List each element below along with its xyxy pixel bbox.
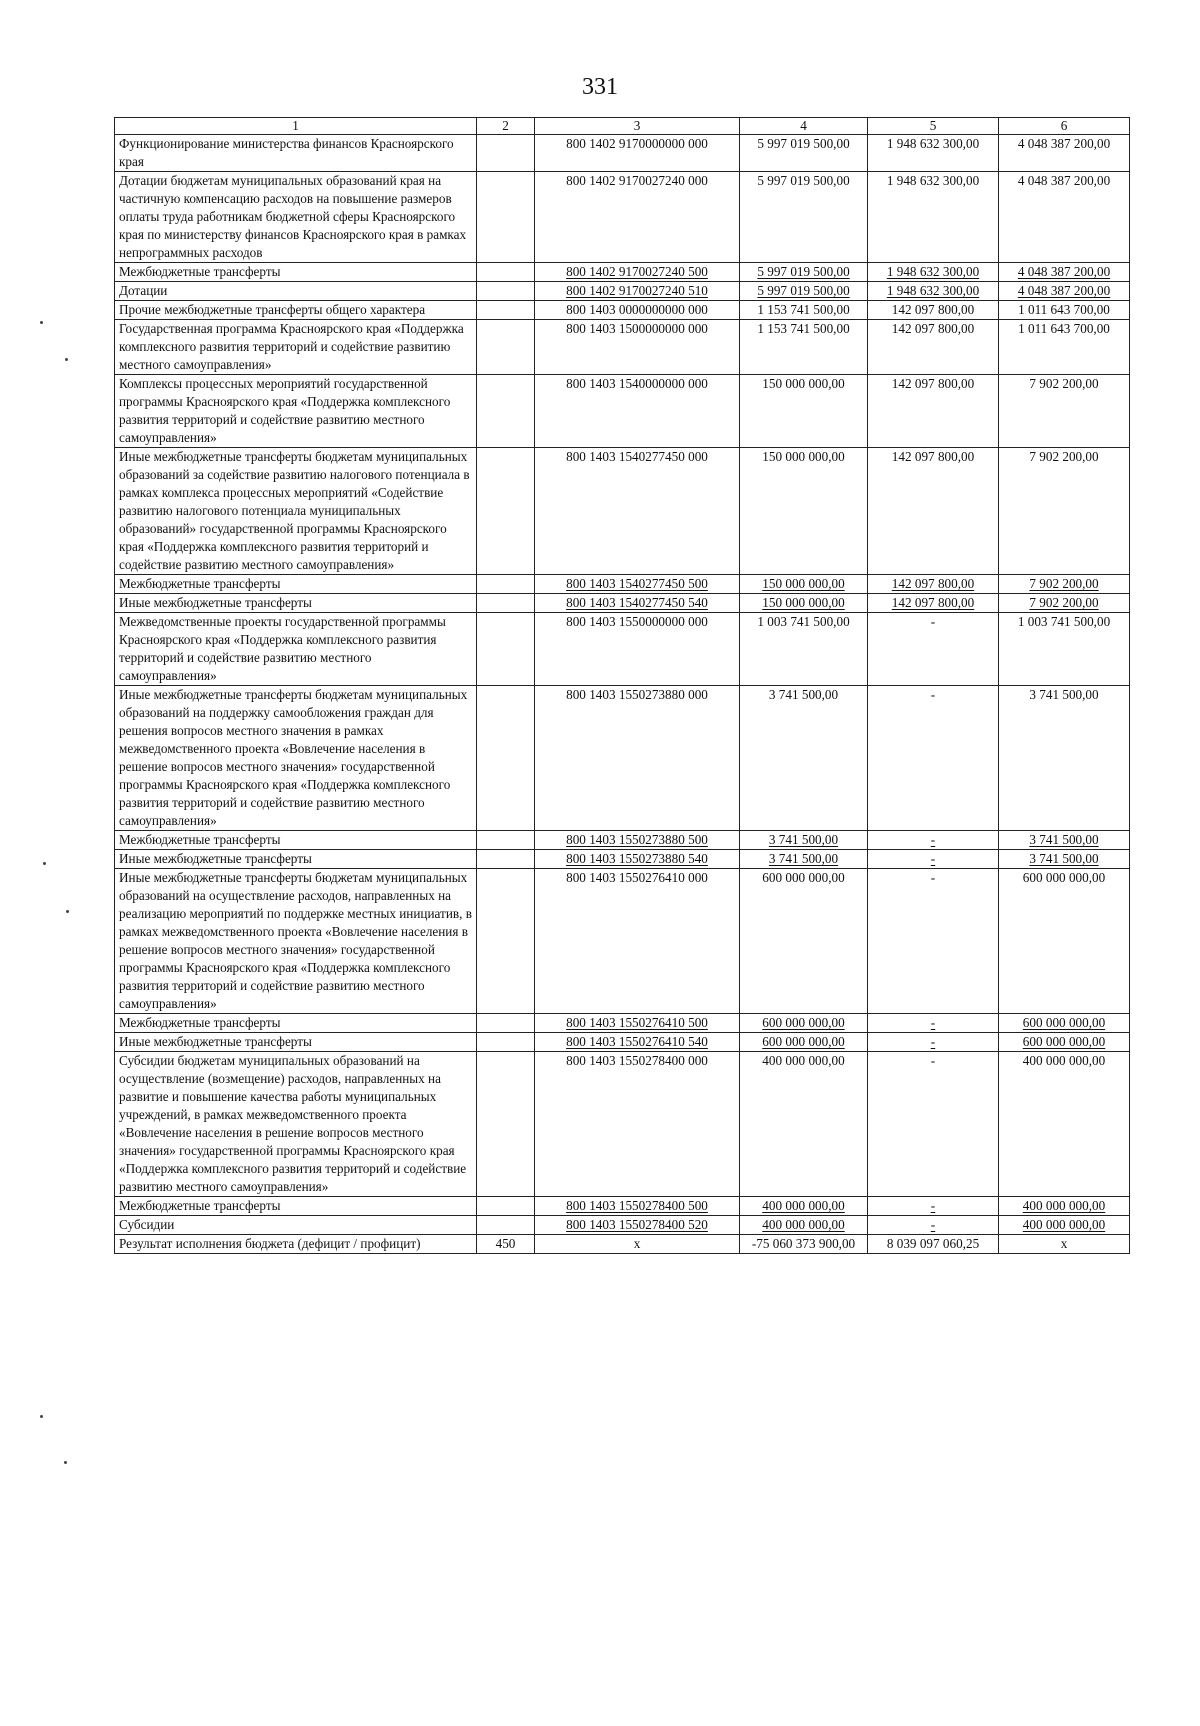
- line-code-cell: [477, 320, 535, 375]
- unexecuted-amount-cell: 4 048 387 200,00: [999, 135, 1130, 172]
- approved-amount-cell: 150 000 000,00: [740, 575, 868, 594]
- approved-amount-cell: -75 060 373 900,00: [740, 1235, 868, 1254]
- unexecuted-amount-cell: 3 741 500,00: [999, 831, 1130, 850]
- approved-amount-cell: 600 000 000,00: [740, 1033, 868, 1052]
- budget-code-cell: 800 1403 1550276410 000: [535, 869, 740, 1014]
- table-row: [115, 375, 1130, 448]
- executed-amount-cell: 142 097 800,00: [868, 320, 999, 375]
- line-code-cell: 450: [477, 1235, 535, 1254]
- column-number-header-row: [115, 118, 1130, 135]
- line-code-cell: [477, 1033, 535, 1052]
- approved-amount-cell: 5 997 019 500,00: [740, 282, 868, 301]
- table-row: [115, 594, 1130, 613]
- budget-code-cell: 800 1403 1550000000 000: [535, 613, 740, 686]
- unexecuted-amount-cell: 600 000 000,00: [999, 1033, 1130, 1052]
- executed-amount-cell: -: [868, 686, 999, 831]
- executed-amount-cell: 1 948 632 300,00: [868, 135, 999, 172]
- item-name-cell: Результат исполнения бюджета (дефицит / профицит): [115, 1235, 477, 1254]
- unexecuted-amount-cell: 3 741 500,00: [999, 686, 1130, 831]
- scan-speck: [40, 1415, 43, 1418]
- line-code-cell: [477, 135, 535, 172]
- line-code-cell: [477, 172, 535, 263]
- table-row: [115, 1014, 1130, 1033]
- unexecuted-amount-cell: 1 011 643 700,00: [999, 320, 1130, 375]
- approved-amount-cell: 1 153 741 500,00: [740, 301, 868, 320]
- line-code-cell: [477, 263, 535, 282]
- unexecuted-amount-cell: 600 000 000,00: [999, 1014, 1130, 1033]
- item-name-cell: Иные межбюджетные трансферты: [115, 1033, 477, 1052]
- approved-amount-cell: 150 000 000,00: [740, 448, 868, 575]
- unexecuted-amount-cell: 1 003 741 500,00: [999, 613, 1130, 686]
- budget-code-cell: 800 1403 1550278400 500: [535, 1197, 740, 1216]
- approved-amount-cell: 1 153 741 500,00: [740, 320, 868, 375]
- table-row: [115, 448, 1130, 575]
- item-name-cell: Субсидии: [115, 1216, 477, 1235]
- budget-code-cell: 800 1403 0000000000 000: [535, 301, 740, 320]
- table-row: [115, 831, 1130, 850]
- scan-speck: [65, 358, 68, 361]
- line-code-cell: [477, 869, 535, 1014]
- line-code-cell: [477, 1216, 535, 1235]
- table-row: [115, 1052, 1130, 1197]
- column-header: 4: [740, 118, 868, 135]
- executed-amount-cell: -: [868, 1052, 999, 1197]
- table-row: [115, 135, 1130, 172]
- budget-code-cell: 800 1402 9170027240 000: [535, 172, 740, 263]
- column-header: 5: [868, 118, 999, 135]
- scan-speck: [66, 910, 69, 913]
- executed-amount-cell: -: [868, 869, 999, 1014]
- table-row: [115, 1197, 1130, 1216]
- line-code-cell: [477, 301, 535, 320]
- executed-amount-cell: -: [868, 1216, 999, 1235]
- approved-amount-cell: 600 000 000,00: [740, 869, 868, 1014]
- executed-amount-cell: 142 097 800,00: [868, 375, 999, 448]
- item-name-cell: Комплексы процессных мероприятий государственной программы Красноярского края «Поддержка комплексного развития территорий и содействие развитию местного самоуправления»: [115, 375, 477, 448]
- item-name-cell: Субсидии бюджетам муниципальных образований на осуществление (возмещение) расходов, направленных на развитие и повышение качества работы муниципальных учреждений, в рамках межведомственного проекта «Вовлечение населения в решение вопросов местного значения» государственной программы Красноярского края «Поддержка комплексного развития территорий и содействие развитию местного самоуправления»: [115, 1052, 477, 1197]
- line-code-cell: [477, 375, 535, 448]
- budget-code-cell: 800 1403 1550273880 500: [535, 831, 740, 850]
- scan-speck: [64, 1461, 67, 1464]
- table-body: [115, 135, 1130, 1254]
- approved-amount-cell: 5 997 019 500,00: [740, 172, 868, 263]
- budget-code-cell: 800 1403 1550273880 000: [535, 686, 740, 831]
- budget-code-cell: 800 1403 1550278400 000: [535, 1052, 740, 1197]
- unexecuted-amount-cell: 4 048 387 200,00: [999, 282, 1130, 301]
- budget-code-cell: 800 1403 1550278400 520: [535, 1216, 740, 1235]
- unexecuted-amount-cell: 400 000 000,00: [999, 1052, 1130, 1197]
- approved-amount-cell: 400 000 000,00: [740, 1197, 868, 1216]
- approved-amount-cell: 5 997 019 500,00: [740, 263, 868, 282]
- item-name-cell: Межбюджетные трансферты: [115, 263, 477, 282]
- line-code-cell: [477, 831, 535, 850]
- table-row: [115, 1033, 1130, 1052]
- executed-amount-cell: 142 097 800,00: [868, 594, 999, 613]
- item-name-cell: Иные межбюджетные трансферты: [115, 594, 477, 613]
- budget-code-cell: 800 1403 1550273880 540: [535, 850, 740, 869]
- executed-amount-cell: -: [868, 1197, 999, 1216]
- table-row: [115, 575, 1130, 594]
- unexecuted-amount-cell: 400 000 000,00: [999, 1197, 1130, 1216]
- executed-amount-cell: -: [868, 1014, 999, 1033]
- executed-amount-cell: 142 097 800,00: [868, 301, 999, 320]
- result-row: [115, 1235, 1130, 1254]
- executed-amount-cell: -: [868, 831, 999, 850]
- executed-amount-cell: 1 948 632 300,00: [868, 282, 999, 301]
- table-row: [115, 869, 1130, 1014]
- line-code-cell: [477, 850, 535, 869]
- item-name-cell: Иные межбюджетные трансферты бюджетам муниципальных образований на поддержку самообложения граждан для решения вопросов местного значения в рамках межведомственного проекта «Вовлечение населения в решение вопросов местного значения» государственной программы Красноярского края «Поддержка комплексного развития территорий и содействие развитию местного самоуправления»: [115, 686, 477, 831]
- item-name-cell: Функционирование министерства финансов Красноярского края: [115, 135, 477, 172]
- column-header: 1: [115, 118, 477, 135]
- item-name-cell: Иные межбюджетные трансферты: [115, 850, 477, 869]
- executed-amount-cell: -: [868, 613, 999, 686]
- item-name-cell: Государственная программа Красноярского края «Поддержка комплексного развития территорий и содействие развитию местного самоуправления»: [115, 320, 477, 375]
- table-row: [115, 172, 1130, 263]
- executed-amount-cell: 142 097 800,00: [868, 448, 999, 575]
- budget-code-cell: 800 1403 1540277450 500: [535, 575, 740, 594]
- column-header: 2: [477, 118, 535, 135]
- executed-amount-cell: 1 948 632 300,00: [868, 263, 999, 282]
- budget-code-cell: 800 1403 1550276410 500: [535, 1014, 740, 1033]
- budget-code-cell: 800 1403 1540277450 000: [535, 448, 740, 575]
- item-name-cell: Межбюджетные трансферты: [115, 1014, 477, 1033]
- unexecuted-amount-cell: 7 902 200,00: [999, 594, 1130, 613]
- budget-code-cell: 800 1403 1540000000 000: [535, 375, 740, 448]
- item-name-cell: Межбюджетные трансферты: [115, 1197, 477, 1216]
- table-row: [115, 686, 1130, 831]
- table-row: [115, 613, 1130, 686]
- approved-amount-cell: 400 000 000,00: [740, 1052, 868, 1197]
- item-name-cell: Межбюджетные трансферты: [115, 575, 477, 594]
- column-header: 3: [535, 118, 740, 135]
- unexecuted-amount-cell: 7 902 200,00: [999, 375, 1130, 448]
- item-name-cell: Дотации: [115, 282, 477, 301]
- approved-amount-cell: 3 741 500,00: [740, 850, 868, 869]
- executed-amount-cell: 142 097 800,00: [868, 575, 999, 594]
- line-code-cell: [477, 594, 535, 613]
- unexecuted-amount-cell: 7 902 200,00: [999, 448, 1130, 575]
- item-name-cell: Межведомственные проекты государственной программы Красноярского края «Поддержка комплексного развития территорий и содействие развитию местного самоуправления»: [115, 613, 477, 686]
- line-code-cell: [477, 613, 535, 686]
- item-name-cell: Иные межбюджетные трансферты бюджетам муниципальных образований за содействие развитию налогового потенциала в рамках комплекса процессных мероприятий «Содействие развитию налогового потенциала муниципальных образований» государственной программы Красноярского края «Поддержка комплексного развития территорий и содействие развитию местного самоуправления»: [115, 448, 477, 575]
- item-name-cell: Иные межбюджетные трансферты бюджетам муниципальных образований на осуществление расходов, направленных на реализацию мероприятий по поддержке местных инициатив, в рамках межведомственного проекта «Вовлечение населения в решение вопросов местного значения» государственной программы Красноярского края «Поддержка комплексного развития территорий и содействие развитию местного самоуправления»: [115, 869, 477, 1014]
- line-code-cell: [477, 1197, 535, 1216]
- table-row: [115, 301, 1130, 320]
- approved-amount-cell: 1 003 741 500,00: [740, 613, 868, 686]
- approved-amount-cell: 600 000 000,00: [740, 1014, 868, 1033]
- budget-code-cell: 800 1402 9170000000 000: [535, 135, 740, 172]
- line-code-cell: [477, 686, 535, 831]
- unexecuted-amount-cell: 4 048 387 200,00: [999, 263, 1130, 282]
- executed-amount-cell: 1 948 632 300,00: [868, 172, 999, 263]
- approved-amount-cell: 150 000 000,00: [740, 594, 868, 613]
- scan-speck: [40, 321, 43, 324]
- scan-speck: [43, 862, 46, 865]
- budget-code-cell: 800 1402 9170027240 500: [535, 263, 740, 282]
- table-row: [115, 1216, 1130, 1235]
- unexecuted-amount-cell: 7 902 200,00: [999, 575, 1130, 594]
- budget-code-cell: 800 1403 1550276410 540: [535, 1033, 740, 1052]
- executed-amount-cell: -: [868, 1033, 999, 1052]
- unexecuted-amount-cell: 600 000 000,00: [999, 869, 1130, 1014]
- executed-amount-cell: 8 039 097 060,25: [868, 1235, 999, 1254]
- item-name-cell: Дотации бюджетам муниципальных образований края на частичную компенсацию расходов на повышение размеров оплаты труда работникам бюджетной сферы Красноярского края по министерству финансов Красноярского края в рамках непрограммных расходов: [115, 172, 477, 263]
- line-code-cell: [477, 575, 535, 594]
- line-code-cell: [477, 282, 535, 301]
- budget-code-cell: x: [535, 1235, 740, 1254]
- unexecuted-amount-cell: 400 000 000,00: [999, 1216, 1130, 1235]
- table-row: [115, 263, 1130, 282]
- line-code-cell: [477, 448, 535, 575]
- table-row: [115, 320, 1130, 375]
- table-row: [115, 282, 1130, 301]
- table-row: [115, 850, 1130, 869]
- item-name-cell: Прочие межбюджетные трансферты общего характера: [115, 301, 477, 320]
- unexecuted-amount-cell: 3 741 500,00: [999, 850, 1130, 869]
- approved-amount-cell: 3 741 500,00: [740, 686, 868, 831]
- page-number: 331: [582, 74, 618, 100]
- executed-amount-cell: -: [868, 850, 999, 869]
- approved-amount-cell: 400 000 000,00: [740, 1216, 868, 1235]
- approved-amount-cell: 3 741 500,00: [740, 831, 868, 850]
- approved-amount-cell: 150 000 000,00: [740, 375, 868, 448]
- budget-execution-table: [114, 117, 1130, 1254]
- line-code-cell: [477, 1014, 535, 1033]
- item-name-cell: Межбюджетные трансферты: [115, 831, 477, 850]
- budget-code-cell: 800 1403 1540277450 540: [535, 594, 740, 613]
- budget-code-cell: 800 1403 1500000000 000: [535, 320, 740, 375]
- unexecuted-amount-cell: x: [999, 1235, 1130, 1254]
- budget-code-cell: 800 1402 9170027240 510: [535, 282, 740, 301]
- unexecuted-amount-cell: 1 011 643 700,00: [999, 301, 1130, 320]
- line-code-cell: [477, 1052, 535, 1197]
- unexecuted-amount-cell: 4 048 387 200,00: [999, 172, 1130, 263]
- column-header: 6: [999, 118, 1130, 135]
- approved-amount-cell: 5 997 019 500,00: [740, 135, 868, 172]
